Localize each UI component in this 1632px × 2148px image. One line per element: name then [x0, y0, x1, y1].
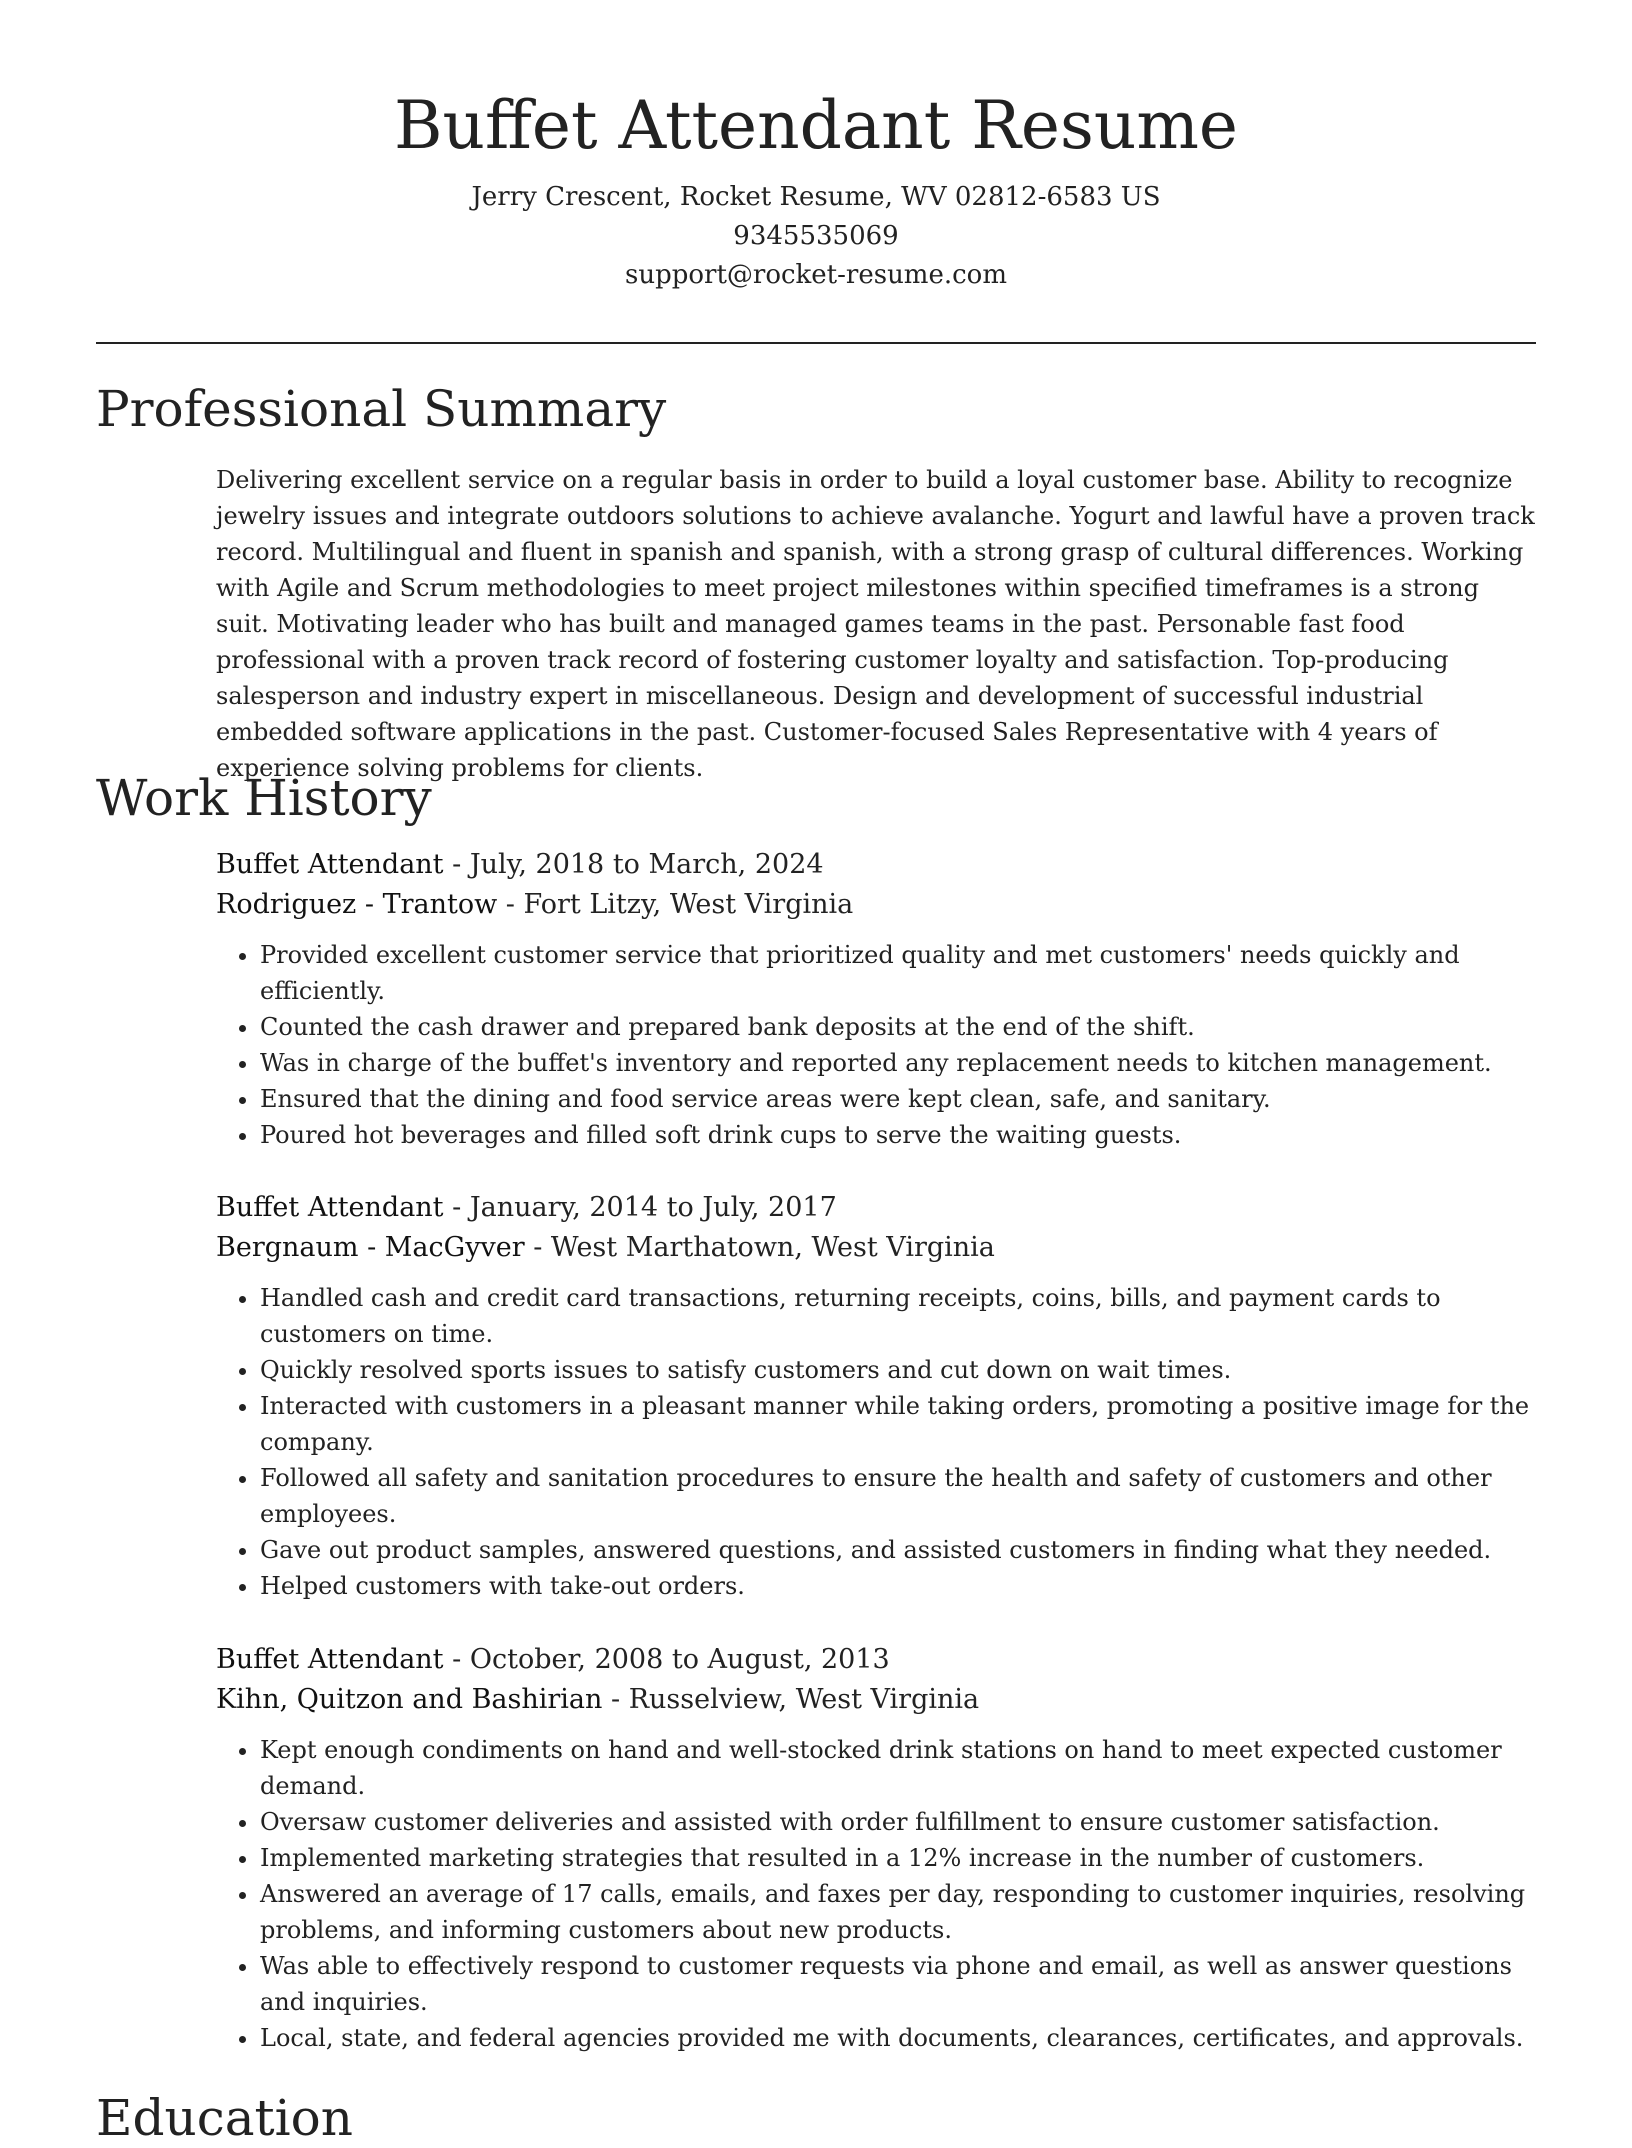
job-bullet: • Provided excellent customer service that prioritized quality and met customers' needs quickly and efficiently.: [260, 937, 1536, 1009]
job-bullets: [216, 937, 1536, 1153]
resume-title: Buffet Attendant Resume: [394, 87, 1238, 164]
job-bullet: • Kept enough condiments on hand and well-stocked drink stations on hand to meet expected customer demand.: [260, 1732, 1536, 1804]
job-bullet: • Quickly resolved sports issues to satisfy customers and cut down on wait times.: [260, 1352, 1536, 1388]
job-role: Buffet Attendant: [216, 849, 444, 880]
job-bullet: • Helped customers with take-out orders.: [260, 1568, 1536, 1604]
email-line: support@rocket-resume.com: [624, 260, 1007, 290]
job-location: Russelview, West Virginia: [628, 1684, 980, 1715]
job-bullet: • Was able to effectively respond to customer requests via phone and email, as well as answer questions and inquiries.: [260, 1948, 1536, 2020]
education-heading: Education: [96, 2089, 353, 2147]
header-divider: [96, 342, 1536, 344]
job-entry: [216, 1640, 1536, 2056]
job-title-line: Buffet Attendant - January, 2014 to July, 2017: [216, 1192, 837, 1223]
contact-block: [0, 178, 1632, 295]
summary-heading: Professional Summary: [96, 380, 667, 438]
job-bullets: [216, 1280, 1536, 1604]
work-history-heading: Work History: [96, 769, 432, 827]
job-bullet: • Gave out product samples, answered questions, and assisted customers in finding what they needed.: [260, 1532, 1536, 1568]
job-role: Buffet Attendant: [216, 1644, 444, 1675]
job-bullet: • Poured hot beverages and filled soft drink cups to serve the waiting guests.: [260, 1117, 1536, 1153]
job-bullet: • Counted the cash drawer and prepared bank deposits at the end of the shift.: [260, 1009, 1536, 1045]
job-company-line: Kihn, Quitzon and Bashirian - Russelview, West Virginia: [216, 1684, 980, 1715]
job-company: Rodriguez - Trantow: [216, 889, 498, 920]
job-title-line: Buffet Attendant - October, 2008 to August, 2013: [216, 1644, 890, 1675]
address-line: Jerry Crescent, Rocket Resume, WV 02812-6583 US: [471, 182, 1161, 212]
job-bullet: • Interacted with customers in a pleasant manner while taking orders, promoting a positive image for the company.: [260, 1388, 1536, 1460]
job-location: West Marthatown, West Virginia: [550, 1232, 995, 1263]
job-title-line: Buffet Attendant - July, 2018 to March, 2024: [216, 849, 824, 880]
job-entry: [216, 1188, 1536, 1604]
job-dates: July, 2018 to March, 2024: [469, 849, 824, 880]
job-company-line: Rodriguez - Trantow - Fort Litzy, West Virginia: [216, 889, 854, 920]
job-bullet: • Answered an average of 17 calls, emails, and faxes per day, responding to customer inquiries, resolving problems, and informing customers about new products.: [260, 1876, 1536, 1948]
job-company: Bergnaum - MacGyver: [216, 1232, 525, 1263]
job-entry: [216, 845, 1536, 1153]
resume-header: [0, 84, 1632, 295]
job-bullets: [216, 1732, 1536, 2056]
job-dates: October, 2008 to August, 2013: [469, 1644, 890, 1675]
summary-text: Delivering excellent service on a regular basis in order to build a loyal customer base. Ability to recognize jewelry issues and integrate outdoors solutions to achieve avalanche. Yogurt and lawful have a proven track record. Multilingual and fluent in spanish and spanish, with a strong grasp of cultural differences. Working with Agile and Scrum methodologies to meet project milestones within specified timeframes is a strong suit. Motivating leader who has built and managed games teams in the past. Personable fast food professional with a proven track record of fostering customer loyalty and satisfaction. Top-producing salesperson and industry expert in miscellaneous. Design and development of successful industrial embedded software applications in the past. Customer-focused Sales Representative with 4 years of experience solving problems for clients.: [216, 466, 1535, 782]
job-role: Buffet Attendant: [216, 1192, 444, 1223]
job-dates: January, 2014 to July, 2017: [469, 1192, 837, 1223]
job-location: Fort Litzy, West Virginia: [523, 889, 854, 920]
job-company-line: Bergnaum - MacGyver - West Marthatown, West Virginia: [216, 1232, 995, 1263]
phone-line: 9345535069: [733, 221, 899, 251]
job-bullet: • Ensured that the dining and food service areas were kept clean, safe, and sanitary.: [260, 1081, 1536, 1117]
job-bullet: • Was in charge of the buffet's inventory and reported any replacement needs to kitchen management.: [260, 1045, 1536, 1081]
job-bullet: • Oversaw customer deliveries and assisted with order fulfillment to ensure customer satisfaction.: [260, 1804, 1536, 1840]
job-bullet: • Handled cash and credit card transactions, returning receipts, coins, bills, and payment cards to customers on time.: [260, 1280, 1536, 1352]
job-company: Kihn, Quitzon and Bashirian: [216, 1684, 603, 1715]
job-bullet: • Followed all safety and sanitation procedures to ensure the health and safety of customers and other employees.: [260, 1460, 1536, 1532]
job-bullet: • Implemented marketing strategies that resulted in a 12% increase in the number of customers.: [260, 1840, 1536, 1876]
job-bullet: • Local, state, and federal agencies provided me with documents, clearances, certificates, and approvals.: [260, 2020, 1536, 2056]
